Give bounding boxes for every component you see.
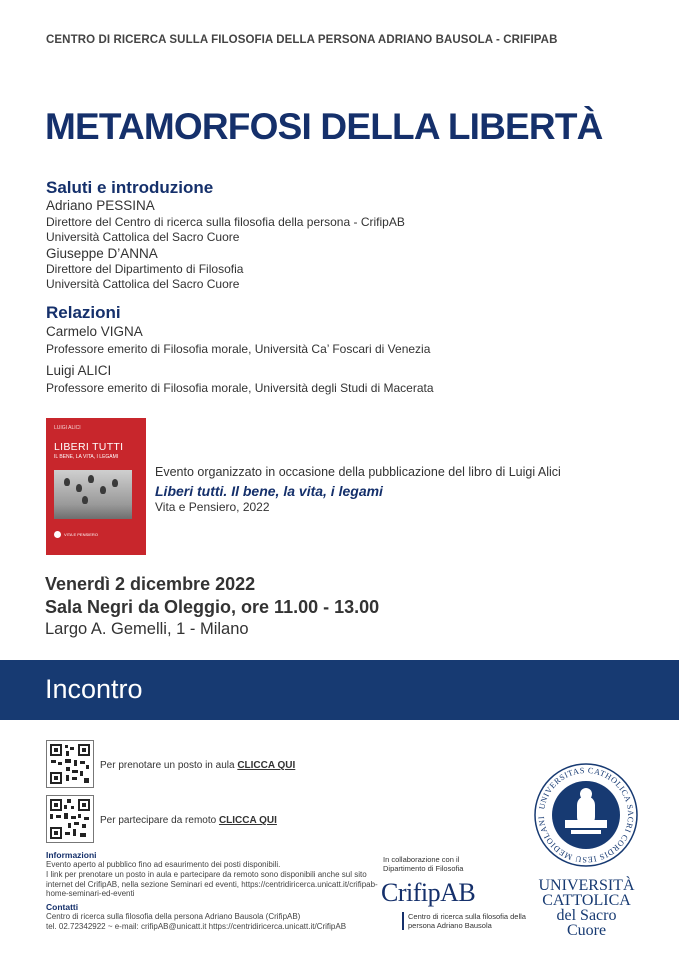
contacts-heading: Contatti xyxy=(46,902,79,912)
qr-code-icon[interactable] xyxy=(46,795,94,843)
balloon xyxy=(88,475,94,483)
speaker-name: Luigi ALICI xyxy=(46,363,112,378)
book-in-person-label: Per prenotare un posto in aula xyxy=(100,760,235,771)
saluti-heading: Saluti e introduzione xyxy=(46,178,214,197)
speaker-role: Professore emerito di Filosofia morale, Università degli Studi di Macerata xyxy=(46,381,434,395)
balloon xyxy=(100,486,106,494)
speaker-role: Direttore del Centro di ricerca sulla filosofia della persona - CrifipAB xyxy=(46,215,405,229)
speaker-name: Giuseppe D’ANNA xyxy=(46,246,158,261)
book-subtitle: IL BENE, LA VITA, I LEGAMI xyxy=(54,454,119,460)
svg-text:UNIVERSITAS CATHOLICA SACRI CO: UNIVERSITAS CATHOLICA SACRI CORDIS IESU MEDIOLANI xyxy=(536,765,636,865)
book-remote-label: Per partecipare da remoto xyxy=(100,815,217,826)
book-remote-link[interactable]: CLICCA QUI xyxy=(218,815,277,826)
contacts-line: Centro di ricerca sulla filosofia della persona Adriano Bausola (CrifipAB) xyxy=(46,912,301,921)
book-cover-photo xyxy=(54,470,132,519)
event-place-time: Sala Negri da Oleggio, ore 11.00 - 13.00 xyxy=(45,597,380,617)
university-name-line2: CATTOLICA xyxy=(542,892,631,909)
speaker-role: Professore emerito di Filosofia morale, Università Ca’ Foscari di Venezia xyxy=(46,342,431,356)
book-cover xyxy=(46,418,146,555)
balloon xyxy=(82,496,88,504)
event-book-title: Liberi tutti. Il bene, la vita, i legami xyxy=(155,483,383,499)
info-heading: Informazioni xyxy=(46,850,97,860)
collaboration-note: In collaborazione con il Dipartimento di Filosofia xyxy=(383,855,464,873)
crifipab-subtitle: Centro di ricerca sulla filosofia della persona Adriano Bausola xyxy=(408,912,526,930)
university-name-line3: del Sacro Cuore xyxy=(556,907,617,939)
speaker-role: Direttore del Dipartimento di Filosofia xyxy=(46,262,244,276)
event-type-band xyxy=(0,660,679,720)
info-line: I link per prenotare un posto in aula e partecipare da remoto sono disponibili anche sul sito internet del CrifipAB, nella sezione Seminari ed eventi, https://centridiricerca.unicatt.it/crifipab-home-seminari-ed-eventi xyxy=(46,870,378,898)
balloon xyxy=(64,478,70,486)
research-center-name: CENTRO DI RICERCA SULLA FILOSOFIA DELLA PERSONA ADRIANO BAUSOLA - CRIFIPAB xyxy=(46,34,558,46)
book-author: LUIGI ALICI xyxy=(54,425,81,431)
book-in-person-link[interactable]: CLICCA QUI xyxy=(237,760,296,771)
speaker-affiliation: Università Cattolica del Sacro Cuore xyxy=(46,230,240,244)
event-type-label: Incontro xyxy=(45,674,143,704)
event-book-publisher: Vita e Pensiero, 2022 xyxy=(155,500,270,514)
book-title: LIBERI TUTTI xyxy=(54,441,124,453)
speaker-affiliation: Università Cattolica del Sacro Cuore xyxy=(46,277,240,291)
crifipab-logo: CrifipAB xyxy=(381,878,476,907)
speaker-name: Adriano PESSINA xyxy=(46,198,155,213)
university-name-line1: UNIVERSITÀ xyxy=(538,877,635,894)
contacts-line: tel. 02.72342922 ~ e-mail: crifipAB@unicatt.it https://centridiricerca.unicatt.it/CrifipAB xyxy=(46,922,347,931)
page-title: METAMORFOSI DELLA LIBERTÀ xyxy=(45,106,603,147)
balloon xyxy=(112,479,118,487)
book-in-person-text xyxy=(100,760,295,771)
university-seal-icon xyxy=(533,762,639,868)
speaker-name: Carmelo VIGNA xyxy=(46,324,143,339)
book-remote-text xyxy=(100,815,277,826)
crifipab-logo-bar xyxy=(402,912,404,930)
info-line: Evento aperto al pubblico fino ad esaurimento dei posti disponibili. xyxy=(46,860,281,869)
book-publisher: VITA E PENSIERO xyxy=(64,532,98,537)
publisher-logo-icon xyxy=(54,531,61,538)
university-name xyxy=(535,878,638,938)
event-date: Venerdì 2 dicembre 2022 xyxy=(45,574,256,594)
event-address: Largo A. Gemelli, 1 - Milano xyxy=(45,620,249,638)
balloon xyxy=(76,484,82,492)
qr-code-icon[interactable] xyxy=(46,740,94,788)
relazioni-heading: Relazioni xyxy=(46,303,121,322)
event-note: Evento organizzato in occasione della pubblicazione del libro di Luigi Alici xyxy=(155,465,561,479)
